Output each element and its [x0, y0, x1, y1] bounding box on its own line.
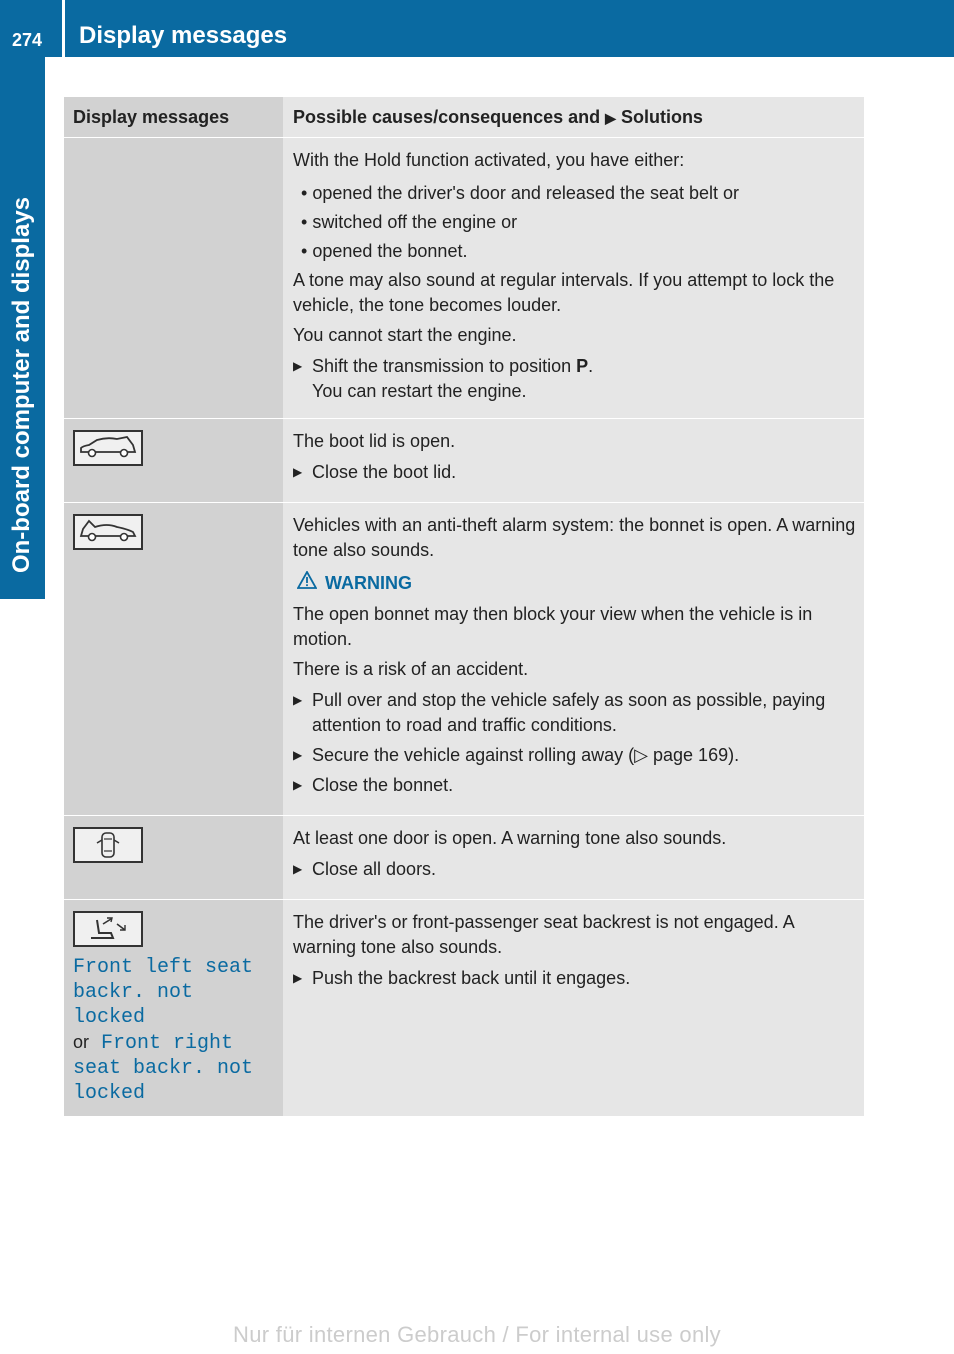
- step-arrow-icon: ▶: [293, 693, 303, 707]
- message-front-right: Front right seat backr. not locked: [73, 1032, 254, 1105]
- header-divider: [62, 0, 65, 57]
- causes-cell: [283, 900, 864, 1116]
- step-arrow-icon: ▶: [293, 862, 303, 876]
- col-header-causes: [283, 97, 864, 137]
- col-header-causes-text: Possible causes/consequences and: [293, 107, 601, 127]
- door-text: At least one door is open. A warning tone also sounds.: [293, 828, 727, 848]
- side-tab: [0, 57, 45, 599]
- bonnet-text: Vehicles with an anti-theft alarm system: the bonnet is open. A warning tone also sounds.: [293, 515, 856, 560]
- warning-text: The open bonnet may then block your view when the vehicle is in motion.: [293, 604, 813, 649]
- display-message-text: [73, 955, 274, 1106]
- display-message-cell: [64, 419, 283, 502]
- page-title: Display messages: [79, 22, 288, 49]
- causes-cell: [283, 816, 864, 899]
- solution-step: ▶ Close all doors.: [293, 857, 856, 882]
- warning-label: WARNING: [325, 573, 412, 593]
- table-header-row: [64, 97, 864, 137]
- causes-cell: [283, 419, 864, 502]
- table-row: [64, 815, 864, 899]
- causes-cell: [283, 503, 864, 815]
- message-front-left: Front left seat backr. not locked: [73, 956, 254, 1029]
- step-arrow-icon: ▶: [293, 359, 303, 373]
- header-bar: [0, 0, 954, 57]
- arrow-right-icon: ▶: [605, 110, 616, 126]
- solution-step: ▶ Close the boot lid.: [293, 460, 856, 485]
- table-row: [64, 899, 864, 1116]
- boot-open-icon: [73, 430, 143, 466]
- list-item: • opened the bonnet.: [301, 241, 468, 261]
- or-text: or: [73, 1032, 90, 1052]
- boot-text: The boot lid is open.: [293, 431, 456, 451]
- page-number: 274: [12, 30, 43, 50]
- step-arrow-icon: ▶: [293, 778, 303, 792]
- display-message-cell: [64, 503, 283, 815]
- display-message-cell: [64, 900, 283, 1116]
- solution-step: ▶ Close the bonnet.: [293, 773, 856, 798]
- display-message-cell: [64, 138, 283, 418]
- solution-step: ▶ Secure the vehicle against rolling away (▷ page 169).: [293, 743, 856, 768]
- display-messages-table: [64, 97, 864, 1116]
- solution-step: ▶ Push the backrest back until it engages.: [293, 966, 856, 991]
- risk-text: There is a risk of an accident.: [293, 659, 529, 679]
- warning-triangle-icon: [297, 571, 317, 596]
- step-arrow-icon: ▶: [293, 465, 303, 479]
- table-row: [64, 137, 864, 418]
- solution-step: ▶ Shift the transmission to position P. You can restart the engine.: [293, 354, 856, 404]
- cannot-start-text: You cannot start the engine.: [293, 325, 517, 345]
- list-item: • switched off the engine or: [301, 212, 518, 232]
- footer-watermark: Nur für internen Gebrauch / For internal use only: [233, 1322, 721, 1347]
- door-open-icon: [73, 827, 143, 863]
- col-header-display-messages: Display messages: [64, 97, 283, 137]
- seat-backrest-icon: [73, 911, 143, 947]
- step-note: You can restart the engine.: [312, 381, 527, 401]
- tone-text: A tone may also sound at regular intervals. If you attempt to lock the vehicle, the tone becomes louder.: [293, 270, 835, 315]
- col-header-solutions-text: Solutions: [620, 107, 703, 127]
- solution-step: ▶ Pull over and stop the vehicle safely as soon as possible, paying attention to road and traffic conditions.: [293, 688, 856, 738]
- backrest-text: The driver's or front-passenger seat backrest is not engaged. A warning tone also sounds.: [293, 912, 794, 957]
- display-message-cell: [64, 816, 283, 899]
- side-tab-label: On-board computer and displays: [8, 196, 35, 574]
- step-arrow-icon: ▶: [293, 971, 303, 985]
- warning-heading: [297, 571, 856, 596]
- table-row: [64, 418, 864, 502]
- list-item: • opened the driver's door and released the seat belt or: [301, 183, 740, 203]
- table-row: [64, 502, 864, 815]
- bonnet-open-icon: [73, 514, 143, 550]
- hold-intro: With the Hold function activated, you have either:: [293, 150, 685, 170]
- step-arrow-icon: ▶: [293, 748, 303, 762]
- causes-cell: [283, 138, 864, 418]
